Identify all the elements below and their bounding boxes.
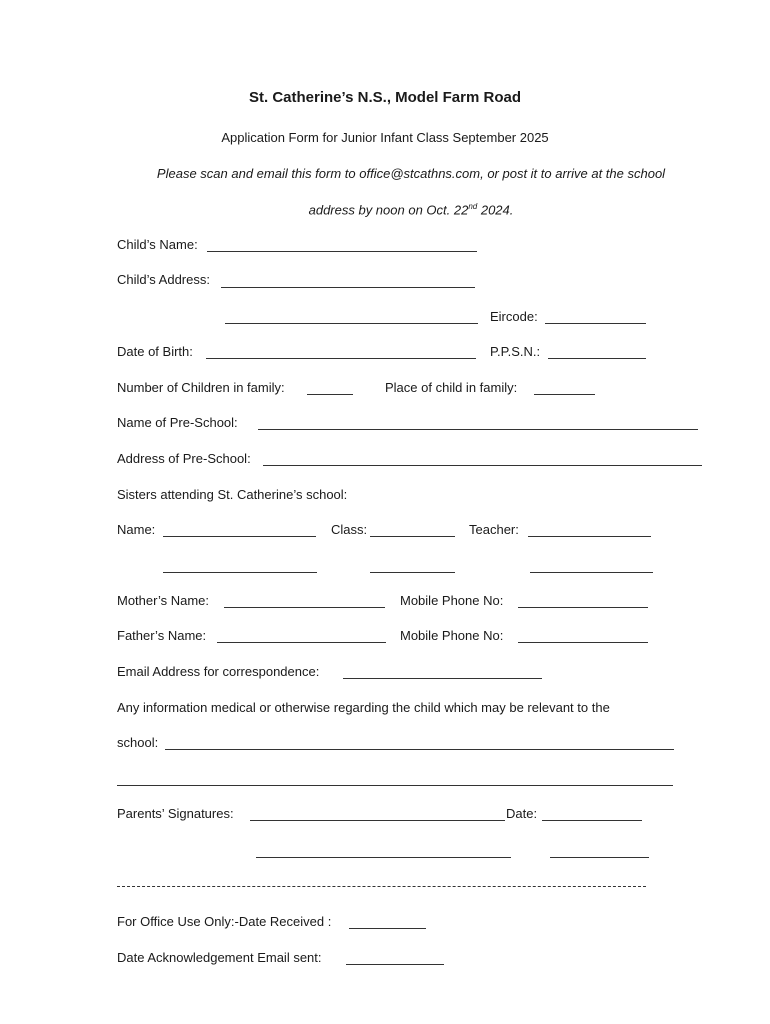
- eircode-label: Eircode:: [490, 309, 538, 324]
- office-date-received-label: For Office Use Only:-Date Received :: [117, 914, 332, 929]
- mother-phone-field[interactable]: [518, 607, 648, 608]
- email-field[interactable]: [343, 678, 542, 679]
- medical-info-label: Any information medical or otherwise regarding the child which may be relevant to the: [117, 700, 610, 715]
- sister-class-label: Class:: [331, 522, 368, 537]
- medical-info-field[interactable]: [165, 749, 674, 750]
- form-title: St. Catherine’s N.S., Model Farm Road: [249, 89, 521, 106]
- child-name-field[interactable]: [207, 251, 477, 252]
- signatures-label: Parents’ Signatures:: [117, 806, 234, 821]
- father-name-label: Father’s Name:: [117, 628, 207, 643]
- sister-name-field[interactable]: [163, 536, 316, 537]
- father-phone-field[interactable]: [518, 642, 648, 643]
- instruction-line-2: address by noon on Oct. 22nd 2024.: [308, 202, 514, 218]
- office-date-received-field[interactable]: [349, 928, 426, 929]
- child-address-field-2[interactable]: [225, 323, 478, 324]
- mother-name-field[interactable]: [224, 607, 385, 608]
- child-address-field[interactable]: [221, 287, 475, 288]
- dob-label: Date of Birth:: [117, 344, 193, 359]
- office-divider: [117, 886, 646, 887]
- signature-date-field-2[interactable]: [550, 857, 649, 858]
- email-label: Email Address for correspondence:: [117, 664, 320, 679]
- place-child-field[interactable]: [534, 394, 595, 395]
- child-address-label: Child’s Address:: [117, 272, 210, 287]
- ppsn-field[interactable]: [548, 358, 646, 359]
- preschool-address-field[interactable]: [263, 465, 702, 466]
- preschool-name-label: Name of Pre-School:: [117, 415, 238, 430]
- medical-info-field-2[interactable]: [117, 785, 673, 786]
- preschool-name-field[interactable]: [258, 429, 698, 430]
- signature-date-label: Date:: [506, 806, 538, 821]
- mother-phone-label: Mobile Phone No:: [400, 593, 504, 608]
- signature-date-field-1[interactable]: [542, 820, 642, 821]
- office-ack-email-field[interactable]: [346, 964, 444, 965]
- father-phone-label: Mobile Phone No:: [400, 628, 504, 643]
- num-children-field[interactable]: [307, 394, 353, 395]
- sister-teacher-field[interactable]: [528, 536, 651, 537]
- sister-class-field[interactable]: [370, 536, 455, 537]
- sister-class-field-2[interactable]: [370, 572, 455, 573]
- sister-teacher-label: Teacher:: [469, 522, 519, 537]
- sisters-label: Sisters attending St. Catherine’s school:: [117, 487, 348, 502]
- office-ack-email-label: Date Acknowledgement Email sent:: [117, 950, 322, 965]
- num-children-label: Number of Children in family:: [117, 380, 285, 395]
- instruction-line-1: Please scan and email this form to office@stcathns.com, or post it to arrive at the school: [156, 166, 666, 181]
- mother-name-label: Mother’s Name:: [117, 593, 209, 608]
- sister-name-label: Name:: [117, 522, 156, 537]
- dob-field[interactable]: [206, 358, 476, 359]
- father-name-field[interactable]: [217, 642, 386, 643]
- school-label: school:: [117, 735, 159, 750]
- sister-name-field-2[interactable]: [163, 572, 317, 573]
- form-subtitle: Application Form for Junior Infant Class September 2025: [221, 130, 549, 145]
- preschool-address-label: Address of Pre-School:: [117, 451, 251, 466]
- place-child-label: Place of child in family:: [385, 380, 518, 395]
- sister-teacher-field-2[interactable]: [530, 572, 653, 573]
- child-name-label: Child’s Name:: [117, 237, 198, 252]
- eircode-field[interactable]: [545, 323, 646, 324]
- signature-field-1[interactable]: [250, 820, 505, 821]
- signature-field-2[interactable]: [256, 857, 511, 858]
- ppsn-label: P.P.S.N.:: [490, 344, 541, 359]
